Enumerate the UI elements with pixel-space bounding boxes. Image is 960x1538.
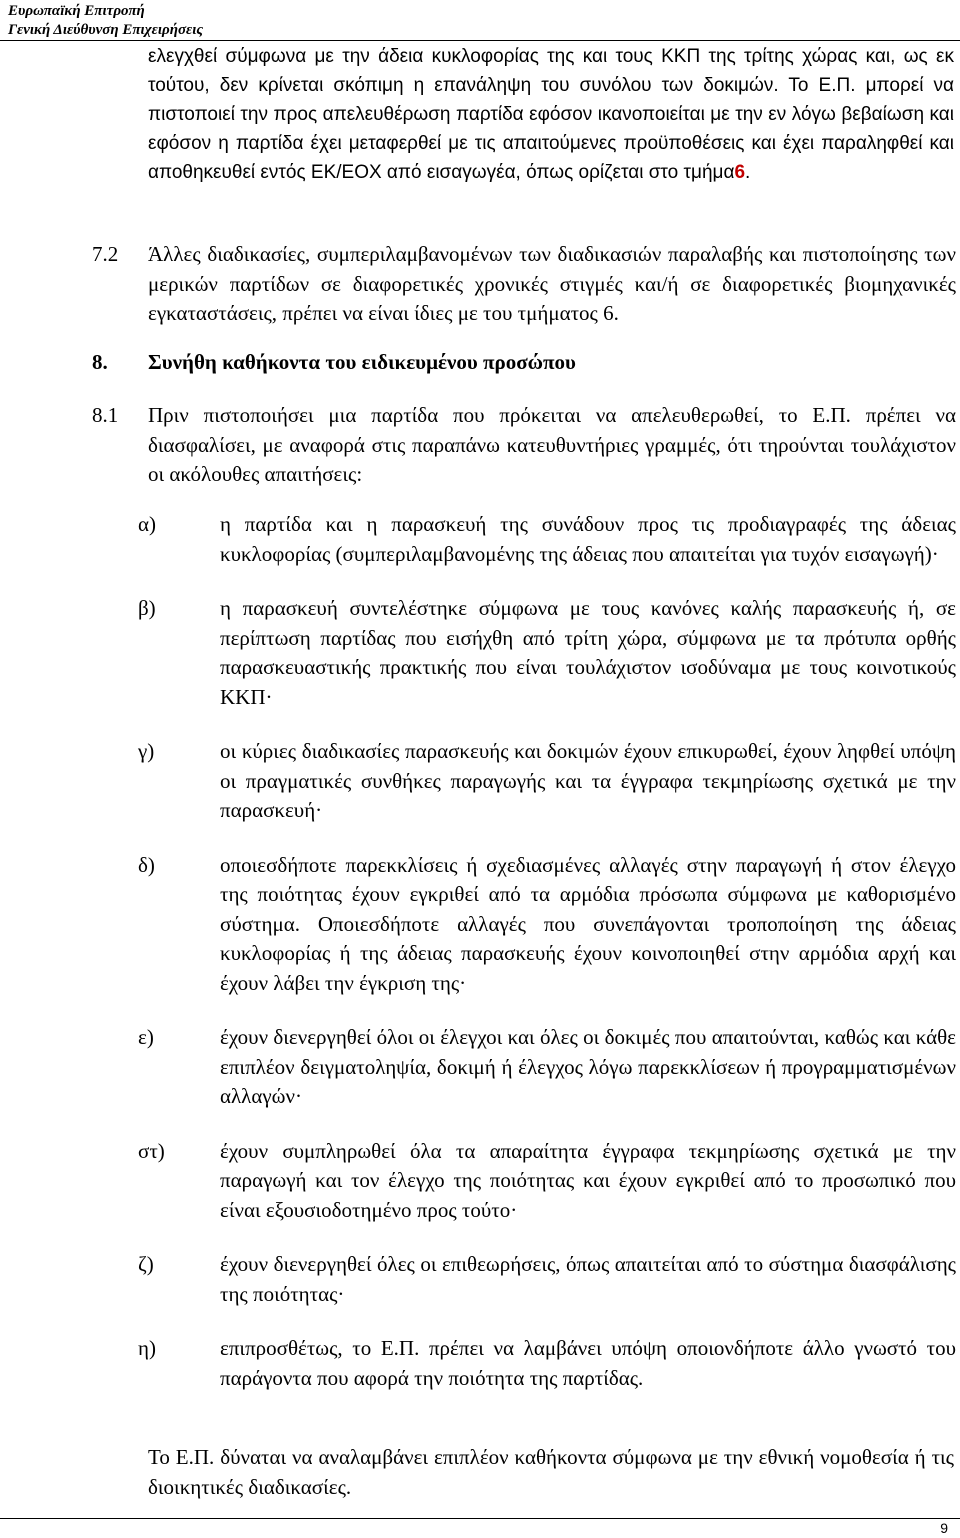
item-text: έχουν διενεργηθεί όλες οι επιθεωρήσεις, όπως απαιτείται από το σύστημα διασφάλισης της ποιότητας· — [220, 1252, 956, 1306]
item-text: έχουν διενεργηθεί όλοι οι έλεγχοι και όλες οι δοκιμές που απαιτούνται, καθώς και κάθε επιπλέον δειγματοληψία, δοκιμή ή έλεγχος λόγω παρεκκλίσεων ή προγραμματισμένων αλλαγών· — [220, 1025, 956, 1108]
item-text: οι κύριες διαδικασίες παρασκευής και δοκιμών έχουν επικυρωθεί, έχουν ληφθεί υπόψη οι πραγματικές συνθήκες παραγωγής και τα έγγραφα τεκμηρίωσης σχετικά με την παρασκευή· — [220, 739, 956, 822]
item-label: γ) — [138, 739, 155, 763]
item-label: η) — [138, 1336, 156, 1360]
continuation-text: ελεγχθεί σύμφωνα με την άδεια κυκλοφορίας της και τους ΚΚΠ της τρίτης χώρας και, ως εκ τούτου, δεν κρίνεται σκόπιμη η επανάληψη του συνόλου των δοκιμών. Το Ε.Π. μπορεί να πιστοποιεί την προς απελευθέρωση παρτίδα εφόσον ικανοποιείται με την εν λόγω βεβαίωση και εφόσον η παρτίδα έχει μεταφερθεί με τις απαιτούμενες προϋποθέσεις και έχει παραληφθεί και αποθηκευθεί εντός ΕΚ/ΕΟΧ από εισαγωγέα, όπως ορίζεται στο τμήμα — [148, 46, 954, 183]
final-paragraph: Το Ε.Π. δύναται να αναλαμβάνει επιπλέον καθήκοντα σύμφωνα με την εθνική νομοθεσία ή τις διοικητικές διαδικασίες. — [148, 1445, 954, 1499]
item-text: έχουν συμπληρωθεί όλα τα απαραίτητα έγγραφα τεκμηρίωσης σχετικά με την παραγωγή και τον έλεγχο της ποιότητας και έχουν εγκριθεί από το προσωπικό που είναι εξουσιοδοτημένο προς τούτο· — [220, 1138, 956, 1222]
list-item — [138, 1250, 956, 1309]
heading-title: Συνήθη καθήκοντα του ειδικευμένου προσώπου — [148, 350, 576, 374]
document-header — [8, 2, 203, 40]
list-item — [138, 851, 956, 999]
continuation-end: . — [745, 162, 751, 183]
section-8-heading — [92, 348, 576, 377]
list-item — [138, 1334, 956, 1393]
section-text: Πριν πιστοποιήσει μια παρτίδα που πρόκειται να απελευθερωθεί, το Ε.Π. πρέπει να διασφαλίσει, με αναφορά στις παραπάνω κατευθυντήριες γραμμές, ότι τηρούνται τουλάχιστον οι ακόλουθες απαιτήσεις: — [148, 403, 956, 486]
item-label: δ) — [138, 852, 155, 877]
list-item — [138, 1023, 956, 1112]
list-item — [138, 594, 956, 712]
section-text: Άλλες διαδικασίες, συμπεριλαμβανομένων των διαδικασιών παραλαβής και πιστοποίησης των μερικών παρτίδων σε διαφορετικές χρονικές στιγμές και/ή σε διαφορετικές βιομηχανικές εγκαταστάσεις, πρέπει να είναι ίδιες με του τμήματος 6. — [148, 242, 956, 325]
section-reference: 6 — [734, 162, 746, 183]
item-label: στ) — [138, 1138, 165, 1163]
header-organization: Ευρωπαϊκή Επιτροπή — [8, 3, 145, 19]
item-label: ε) — [138, 1025, 154, 1049]
item-label: ζ) — [138, 1252, 154, 1276]
requirements-list — [138, 510, 956, 1418]
item-text: επιπροσθέτως, το Ε.Π. πρέπει να λαμβάνει υπόψη οποιονδήποτε άλλο γνωστό του παράγοντα που αφορά την ποιότητα της παρτίδας. — [220, 1336, 956, 1390]
heading-number: 8. — [92, 350, 108, 374]
header-department: Γενική Διεύθυνση Επιχειρήσεις — [8, 22, 204, 38]
item-text: οποιεσδήποτε παρεκκλίσεις ή σχεδιασμένες αλλαγές στην παραγωγή ή στον έλεγχο της ποιότητας έχουν εγκριθεί από τα αρμόδια πρόσωπα σύμφωνα με καθορισμένο σύστημα. Οποιεσδήποτε αλλαγές που συνεπάγονται τροποποίηση της άδειας κυκλοφορίας ή της άδειας παρασκευής έχουν κοινοποιηθεί στην αρμόδια αρχή και έχουν λάβει την έγκριση της· — [220, 852, 956, 995]
page-number: 9 — [940, 1520, 948, 1536]
section-7-2 — [92, 240, 956, 329]
section-8-1 — [92, 401, 956, 490]
section-number: 8.1 — [92, 403, 119, 427]
item-text: η παρτίδα και η παρασκευή της συνάδουν προς τις προδιαγραφές της άδειας κυκλοφορίας (συμπεριλαμβανομένης της άδειας που απαιτείται για τυχόν εισαγωγή)· — [220, 512, 956, 566]
footer-divider — [0, 1518, 960, 1519]
item-text: η παρασκευή συντελέστηκε σύμφωνα με τους κανόνες καλής παρασκευής ή, σε περίπτωση παρτίδας που εισήχθη από τρίτη χώρα, σύμφωνα με τα πρότυπα ορθής παρασκευαστικής πρακτικής που είναι τουλάχιστον ισοδύναμα με τους κοινοτικούς ΚΚΠ· — [220, 596, 956, 709]
list-item — [138, 1137, 956, 1226]
item-label: α) — [138, 512, 156, 536]
list-item — [138, 510, 956, 569]
item-label: β) — [138, 596, 156, 620]
continuation-paragraph — [148, 42, 954, 187]
section-number: 7.2 — [92, 242, 119, 266]
list-item — [138, 737, 956, 826]
header-divider — [0, 40, 960, 41]
